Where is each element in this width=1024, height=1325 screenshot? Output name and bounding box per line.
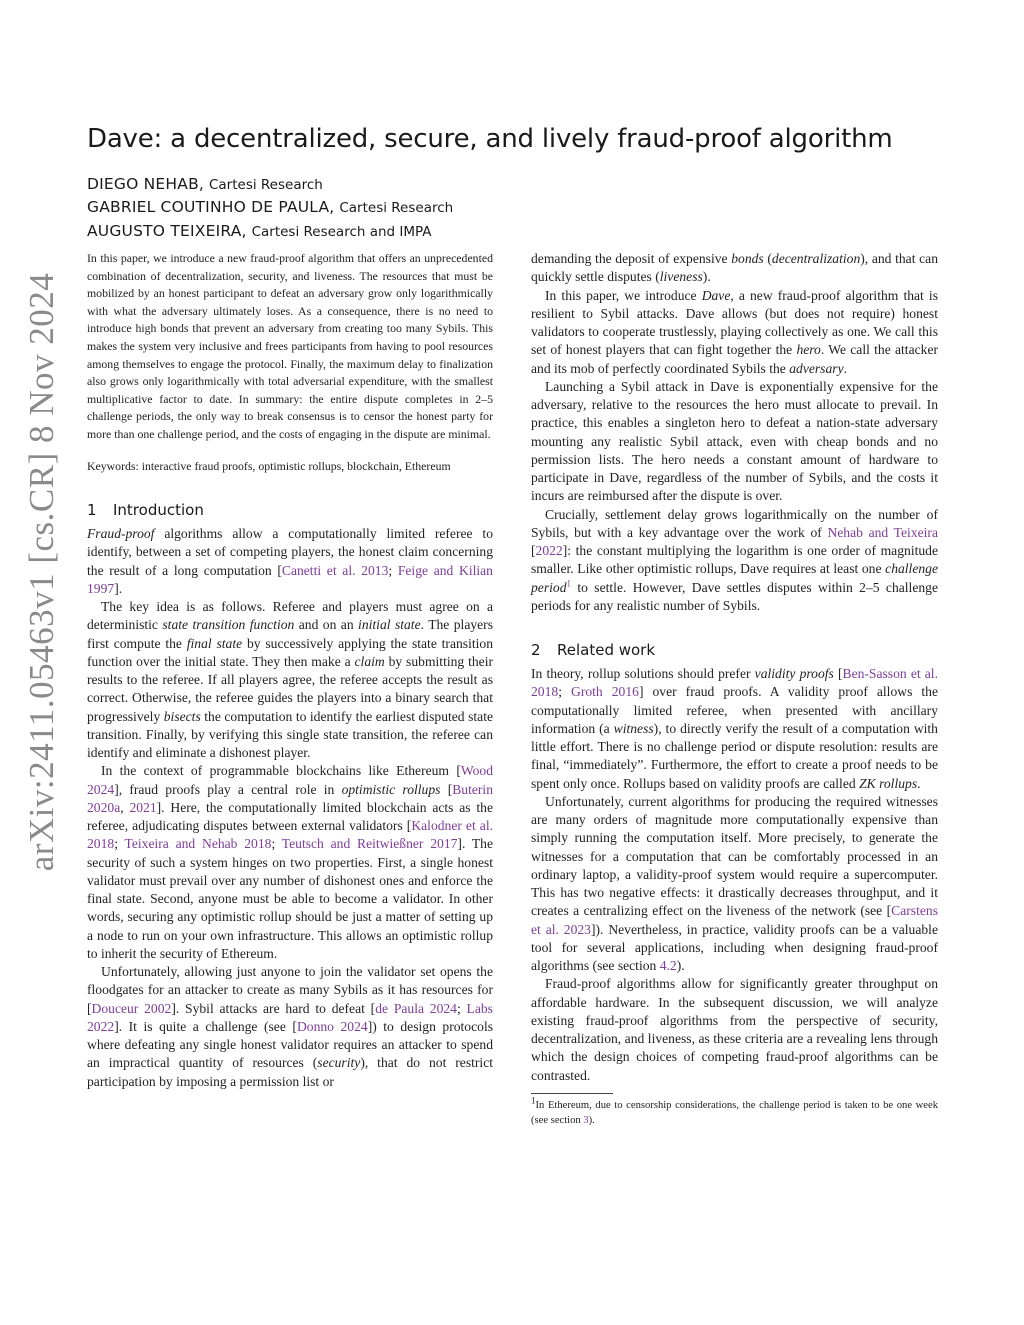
author-2 [87, 198, 453, 216]
paper-title: Dave: a decentralized, secure, and lively fraud-proof algorithm [87, 124, 893, 154]
citation-link[interactable]: 2021 [129, 799, 157, 815]
author-affiliation: Cartesi Research [208, 177, 323, 193]
right-column [531, 250, 938, 1128]
right-paragraph-3: Launching a Sybil attack in Dave is exponentially expensive for the adversary, relative to the resources the hero must allocate to prevail. In practice, this enables a singleton hero to defeat a nation-state adversary mounting any realistic Sybil attack, even with cheap bonds and no permission lists. The hero needs a constant amount of hardware to participate in Dave, regardless of the number of Sybils, and the costs it incurs are reimbursed after the dispute is over. [531, 378, 938, 504]
author-1 [87, 175, 323, 193]
arxiv-identifier-stamp: arXiv:2411.05463v1 [cs.CR] 8 Nov 2024 [22, 272, 61, 872]
citation-link[interactable]: Labs 2022 [87, 1000, 493, 1034]
citation-link[interactable]: Kalodner et al. 2018 [87, 818, 493, 852]
footnote: $^1$In Ethereum, due to censorship considerations, the challenge period is taken to be one week (see section 3). [531, 1095, 938, 1126]
author-name: DIEGO NEHAB, [87, 175, 205, 193]
section-heading-related-work [531, 641, 938, 659]
related-paragraph-1: In theory, rollup solutions should prefer validity proofs [Ben-Sasson et al. 2018; Groth 2016] over fraud proofs. A validity proof allows the computationally limited referee, when presented with ancillary information (a witness), to directly verify the result of a computation with little effort. There is no challenge period or dispute resolution: results are final, “immediately”. Furthermore, the effort to create a proof needs to be spent only once. Rollups based on validity proofs are called ZK rollups. [531, 666, 938, 791]
author-name: AUGUSTO TEIXEIRA, [87, 222, 247, 240]
citation-link[interactable]: Douceur 2002 [91, 1000, 172, 1016]
citation-link[interactable]: Ben-Sasson et al. 2018 [531, 666, 938, 700]
section-number: 1 [87, 501, 97, 520]
right-paragraph-1: demanding the deposit of expensive bonds (decentralization), and that can quickly settle disputes (liveness). [531, 251, 939, 285]
citation-link[interactable]: Teutsch and Reitwießner 2017 [281, 836, 458, 852]
keywords: Keywords: interactive fraud proofs, optimistic rollups, blockchain, Ethereum [87, 458, 451, 473]
section-reference-link[interactable]: 4.2 [659, 958, 677, 973]
footnote-divider [531, 1093, 613, 1094]
intro-paragraph-1: Fraud-proof algorithms allow a computationally limited referee to identify, between a set of competing players, the honest claim concerning the result of a long computation [Canetti et al. 2013; Feige and Kilian 1997]. [87, 526, 493, 596]
section-heading-introduction [87, 501, 493, 519]
citation-link[interactable]: Nehab and Teixeira [827, 524, 938, 540]
abstract: In this paper, we introduce a new fraud-proof algorithm that offers an unprecedented combination of decentralization, security, and liveness. The resources that must be mobilized by an honest participant to defeat an adversary grow only logarithmically with what the adversary ultimately loses. As a consequence, there is no need to introduce high bonds that prevent an adversary from creating too many Sybils. This makes the system very inclusive and frees participants from having to pool resources among themselves to engage the protocol. Finally, the maximum delay to finalization also grows only logarithmically with total adversarial expenditure, with the smallest multiplicative factor to date. In summary: the entire dispute completes in 2–5 challenge periods, the only way to break consensus is to censor the honest party for more than one challenge period, and the costs of engaging in the dispute are minimal. [87, 251, 493, 441]
citation-link[interactable]: Feige and Kilian 1997 [87, 562, 493, 596]
right-paragraph-2: In this paper, we introduce Dave, a new fraud-proof algorithm that is resilient to Sybil attacks. Dave allows (but does not require) honest validators to cooperate trustlessly, playing collectively as one. We call this set of honest players that can fight together the hero. We call the attacker and its mob of perfectly coordinated Sybils the adversary. [531, 287, 939, 376]
footnote-number: 1 [531, 1095, 536, 1106]
citation-link[interactable]: Teixeira and Nehab 2018 [124, 836, 272, 852]
section-title: Introduction [113, 501, 204, 520]
author-3 [87, 222, 432, 240]
section-reference-link[interactable]: 3 [583, 1114, 589, 1126]
author-name: GABRIEL COUTINHO DE PAULA, [87, 198, 335, 216]
right-paragraph-4: Crucially, settlement delay grows logarithmically on the number of Sybils, but with a key advantage over the work of Nehab and Teixeira [2022]: the constant multiplying the logarithm is one order of magnitude smaller. Like other optimistic rollups, Dave requires at least one challenge period$^1$ to settle. However, Dave settles disputes within 2–5 challenge periods for any realistic number of Sybils. [531, 506, 938, 613]
author-affiliation: Cartesi Research and IMPA [251, 224, 432, 240]
citation-link[interactable]: Groth 2016 [571, 684, 639, 700]
intro-paragraph-3: In the context of programmable blockchains like Ethereum [Wood 2024], fraud proofs play a central role in optimistic rollups [Buterin 2020a, 2021]. Here, the computationally limited blockchain acts as the referee, adjudicating disputes between external validators [Kalodner et al. 2018; Teixeira and Nehab 2018; Teutsch and Reitwießner 2017]. The security of such a system hinges on two properties. First, a single honest validator must prevail over any number of dishonest ones and enforce the final state. Second, anyone must be able to become a validator. In other words, securing any optimistic rollup should be just a matter of setting up a node to run on your own infrastructure. This allows an optimistic rollup to inherit the security of Ethereum. [87, 763, 494, 961]
left-column [87, 250, 493, 1091]
citation-link[interactable]: de Paula 2024 [375, 1000, 457, 1016]
intro-paragraph-4: Unfortunately, allowing just anyone to join the validator set opens the floodgates for an attacker to create as many Sybils as it has resources for [Douceur 2002]. Sybil attacks are hard to defeat [de Paula 2024; Labs 2022]. It is quite a challenge (see [Donno 2024]) to design protocols where defeating any single honest validator requires an attacker to spend an impractical quantity of resources (security), that do not restrict participation by imposing a permission list or [87, 964, 494, 1089]
citation-link[interactable]: Carstens et al. 2023 [531, 903, 938, 937]
citation-link[interactable]: Canetti et al. 2013 [281, 562, 389, 578]
section-number: 2 [531, 641, 541, 659]
section-title: Related work [557, 641, 656, 659]
citation-link[interactable]: Buterin 2020a [87, 781, 493, 815]
related-paragraph-3: Fraud-proof algorithms allow for significantly greater throughput on affordable hardware. In the subsequent discussion, we will analyze existing fraud-proof algorithms from the perspective of security, decentralization, and liveness, as these criteria are a revealing lens through which the design choices of competing fraud-proof algorithms can be contrasted. [531, 976, 938, 1083]
intro-paragraph-2: The key idea is as follows. Referee and players must agree on a deterministic state transition function and on an initial state. The players first compute the final state by successively applying the state transition function over the initial state. They then make a claim by submitting their results to the referee. If all players agree, the referee accepts the result as correct. Otherwise, the referee guides the players into a binary search that progressively bisects the computation to identify the earliest disputed state transition. Finally, by verifying this single state transition, the referee can identify and eliminate a dishonest player. [87, 599, 494, 761]
citation-link[interactable]: Donno 2024 [296, 1018, 368, 1034]
related-paragraph-2: Unfortunately, current algorithms for producing the required witnesses are many orders of magnitude more computationally expensive than simply running the computation itself. More precisely, to generate the witnesses for a computation that can be comfortably processed in an ordinary laptop, a validity-proof system would require a supercomputer. This has two negative effects: it drastically decreases throughput, and it creates a centralizing effect on the liveness of the network (see [Carstens et al. 2023]). Nevertheless, in practice, validity proofs can be a valuable tool for several applications, including when designing fraud-proof algorithms (see section 4.2). [531, 793, 938, 973]
author-affiliation: Cartesi Research [339, 200, 454, 216]
citation-link[interactable]: Wood 2024 [87, 763, 493, 797]
citation-link[interactable]: 2022 [535, 543, 563, 558]
footnote-marker[interactable]: 1 [566, 577, 571, 588]
